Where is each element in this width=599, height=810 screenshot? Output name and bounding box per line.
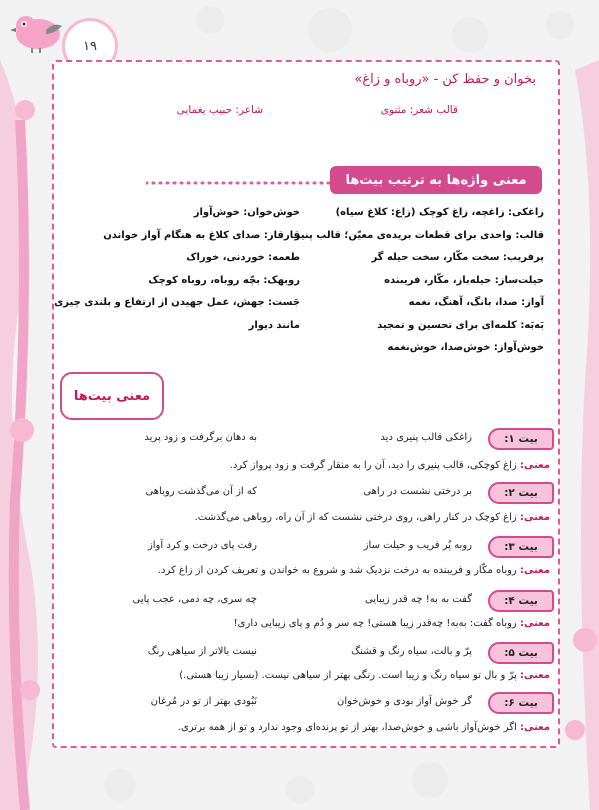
page-title: بخوان و حفظ کن - «روباه و زاغ» [354,72,536,87]
vocab-item: بَه‌بَه: کلمه‌ای برای تحسین و تمجید [377,319,544,331]
meaning-text: زاغ کوچک در کنار راهی، روی درختی نشست که از آن راه، روباهی می‌گذشت. [194,512,517,523]
misra-second: نَبُودی بهتر از تو در مُرغان [150,696,257,707]
beyt-meaning [178,722,550,733]
misra-first: پرّ و بالت، سیاه رنگ و قشنگ [351,646,472,657]
beyt-meaning [195,512,550,523]
misra-first: گفت به به! چه قدر زیبایی [364,594,472,605]
beyt-label: بیت ۴: [488,590,554,612]
misra-second: چه سری، چه دمی، عجب پایی [132,594,257,605]
beyt-meaning [234,618,550,629]
meaning-label: معنی: [519,670,550,681]
meaning-label: معنی: [519,565,550,576]
dotted-divider [146,180,336,186]
poet-name: شاعر: حبیب یغمایی [176,104,263,116]
vocab-item: قالب: واحدی برای قطعات بریده‌ی معیّن؛ قالب پنیر [294,229,544,241]
bird-icon [8,4,68,54]
vocab-item: مانند دیوار [248,319,300,331]
meaning-text: پرّ و بال تو سیاه رنگ و زیبا است. رنگی بهتر از سیاهی نیست. (بسیار زیبا هستی.) [179,670,517,681]
beyt-row [60,482,552,506]
beyt-label: بیت ۶: [488,692,554,714]
poem-form: قالب شعر: مثنوی [380,104,458,116]
vocab-item: خوش‌خوان: خوش‌آواز [193,207,300,218]
misra-second: به دهان برگرفت و زود پرید [144,432,257,443]
misra-first: بر درختی نشست در راهی [363,486,472,497]
vocab-left-column [54,202,300,337]
misra-second: نیست بالاتر از سیاهی رنگ [147,646,257,657]
vocab-heading: معنی واژه‌ها به ترتیب بیت‌ها [330,166,542,194]
meaning-label: معنی: [519,460,550,471]
misra-first: زاغکی قالب پنیری دید [380,432,472,443]
beyt-row [60,536,552,560]
beyt-row [60,590,552,614]
beyts-heading: معنی بیت‌ها [60,372,164,420]
vocab-item: آواز: صدا، بانگ، آهنگ، نغمه [408,297,544,308]
beyt-row [60,428,552,452]
page-number: ۱۹ [62,18,118,74]
content-card [52,60,560,748]
beyt-row [60,642,552,666]
beyt-meaning [230,460,550,471]
beyt-meaning [179,670,550,681]
meaning-text: اگر خوش‌آواز باشی و خوش‌صدا، بهتر از تو پرنده‌ای وجود ندارد و تو از همه برتری. [177,722,517,733]
vocab-item: حیلت‌ساز: حیله‌باز، مکّار، فریبنده [384,274,544,286]
misra-second: که از آن می‌گذشت روباهی [145,486,257,497]
vocab-item: زاغکی: زاغچه، زاغ کوچک (زاغ: کلاغ سیاه) [335,207,544,218]
vocab-item: قارقار: صدای کلاغ به هنگام آواز خواندن [103,229,300,241]
meaning-label: معنی: [519,618,550,629]
beyt-label: بیت ۲: [488,482,554,504]
vocab-item: روبهک: بچّه روباه، روباه کوچک [148,274,300,286]
misra-second: رفت پای درخت و کرد آواز [147,540,257,551]
beyt-meaning [158,565,550,576]
misra-first: روبه پُر فریب و حیلت ساز [363,540,472,551]
vocab-item: طعمه: خوردنی، خوراک [186,252,300,263]
meaning-label: معنی: [519,512,550,523]
vocab-item: پرفریب: سخت مکّار، سخت حیله گر [371,252,544,263]
meaning-text: روباه گفت: به‌به! چه‌قدر زیبا هستی! چه سر و دُم و پای زیبایی داری! [233,618,517,629]
beyt-row [60,692,552,716]
beyt-label: بیت ۵: [488,642,554,664]
meaning-text: روباه مکّار و فریبنده به درخت نزدیک شد و شروع به خواندن و تعریف کردن از زاغ کرد. [157,565,517,576]
misra-first: گر خوش آواز بودی و خوش‌خوان [336,696,472,707]
meaning-label: معنی: [519,722,550,733]
vocab-item: خوش‌آواز: خوش‌صدا، خوش‌نغمه [387,342,544,353]
beyt-label: بیت ۱: [488,428,554,450]
vocab-item: جَست: جهش، عمل جهیدن از ارتفاع و بلندی چیزی [54,297,300,308]
vocab-right-column [295,202,544,360]
beyt-label: بیت ۳: [488,536,554,558]
meaning-text: زاغ کوچکی، قالب پنیری را دید، آن را به منقار گرفت و زود پرواز کرد. [229,460,517,471]
